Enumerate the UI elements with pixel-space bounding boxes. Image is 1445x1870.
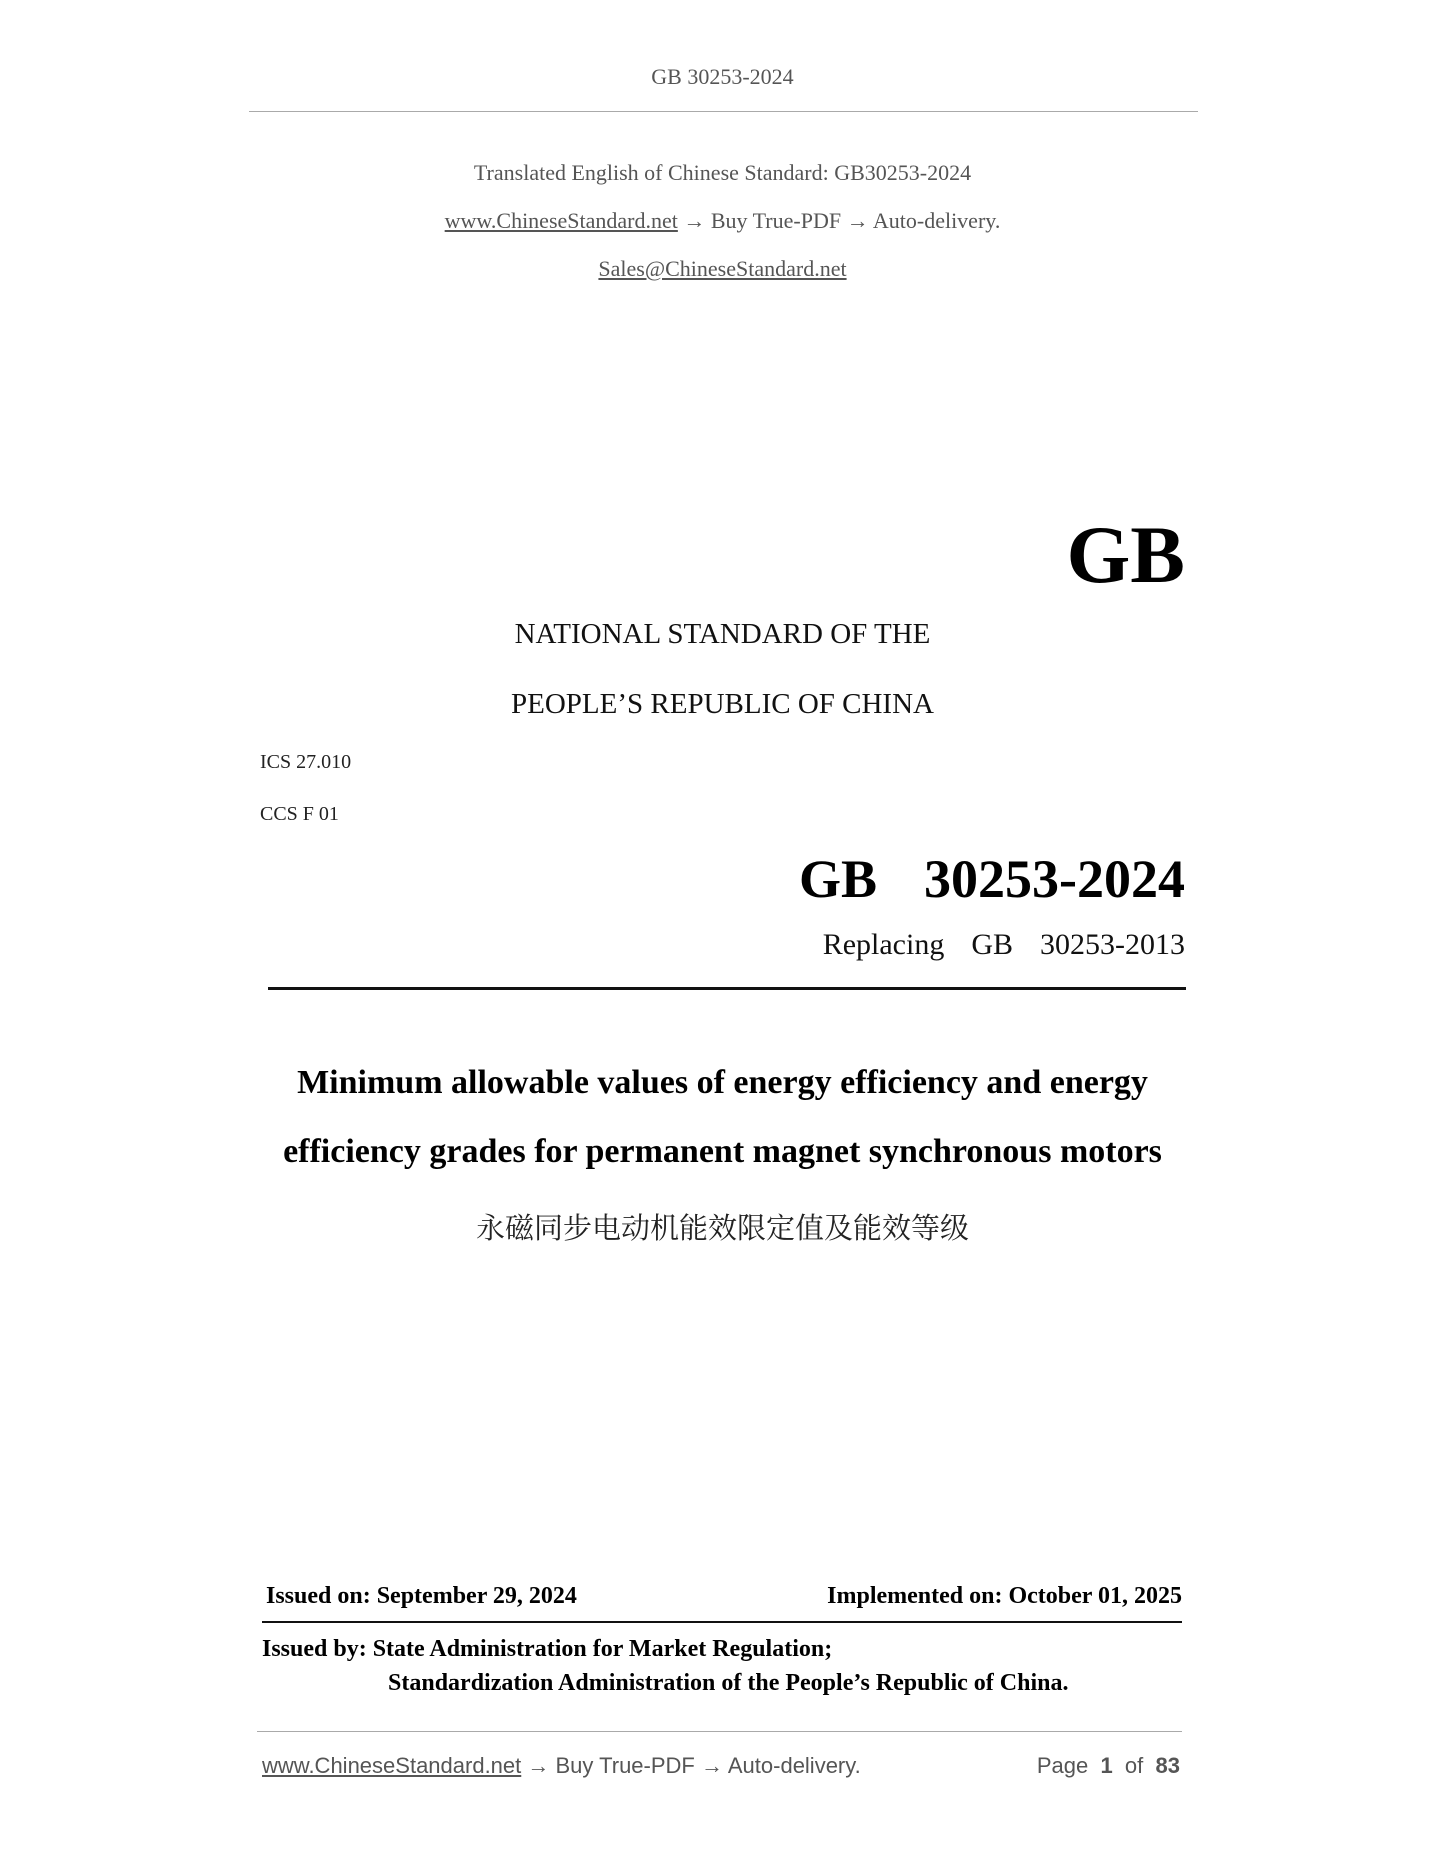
purchase-line <box>0 208 1445 234</box>
page-indicator <box>1037 1753 1180 1779</box>
purchase-text: → Buy True-PDF → Auto-delivery. <box>677 208 1001 233</box>
translation-notice: Translated English of Chinese Standard: GB30253-2024 <box>473 160 972 185</box>
ics-code: ICS 27.010 <box>260 751 352 773</box>
site-link[interactable]: www.ChineseStandard.net <box>444 208 678 233</box>
email-line <box>0 256 1445 282</box>
issuer-line-2: Standardization Administration of the People’s Republic of China. <box>388 1670 1069 1696</box>
page-of: of <box>1124 1753 1144 1778</box>
footer-divider <box>257 1731 1182 1732</box>
sales-email-link[interactable]: Sales@ChineseStandard.net <box>598 256 847 281</box>
title-chinese: 永磁同步电动机能效限定值及能效等级 <box>475 1211 969 1245</box>
national-standard-line-2: PEOPLE’S REPUBLIC OF CHINA <box>511 688 934 720</box>
implemented-on-date: Implemented on: October 01, 2025 <box>827 1583 1182 1609</box>
issued-on-date: Issued on: September 29, 2024 <box>266 1583 577 1609</box>
page-label: Page <box>1036 1753 1089 1778</box>
page-current: 1 <box>1100 1753 1113 1778</box>
ccs-code: CCS F 01 <box>260 803 339 825</box>
footer-links <box>262 1753 861 1779</box>
gb-logo-mark: GB <box>1066 509 1185 600</box>
replacing-standard: Replacing GB 30253-2013 <box>822 928 1185 961</box>
footer-site-link[interactable]: www.ChineseStandard.net <box>262 1753 522 1778</box>
title-english-line-1: Minimum allowable values of energy efficiency and energy <box>297 1064 1148 1101</box>
title-english-line-2: efficiency grades for permanent magnet synchronous motors <box>283 1133 1162 1170</box>
dates-divider <box>262 1621 1182 1623</box>
issuer-line-1: Issued by: State Administration for Market Regulation; <box>262 1636 833 1662</box>
standard-number: GB 30253-2024 <box>798 849 1185 909</box>
national-standard-line-1: NATIONAL STANDARD OF THE <box>514 618 931 650</box>
header-divider <box>249 111 1198 112</box>
footer-purchase-text: → Buy True-PDF → Auto-delivery. <box>521 1753 861 1778</box>
title-divider <box>268 987 1186 990</box>
page-total: 83 <box>1155 1753 1180 1778</box>
running-header: GB 30253-2024 <box>651 64 794 89</box>
